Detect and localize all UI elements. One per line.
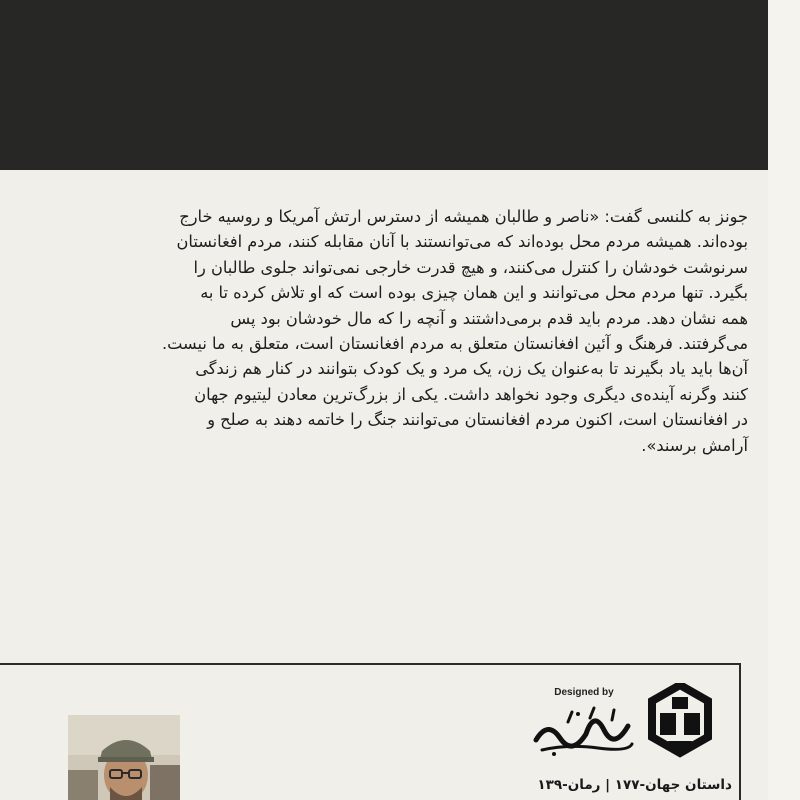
text-line: جونز به کلنسی گفت: «ناصر و طالبان همیشه از دسترس ارتش آمریکا و روسیه خارج — [179, 207, 748, 226]
text-line: بگیرد. تنها مردم محل می‌توانند و این همان چیزی بوده است که او تلاش کرده تا به — [200, 283, 748, 303]
cover-dark-band — [0, 0, 768, 170]
text-line: سرنوشت خودشان را کنترل می‌کنند، و هیچ قدرت خارجی نمی‌تواند جلوی طالبان را — [193, 257, 748, 277]
footer-divider-vertical — [739, 663, 741, 800]
spine-strip — [768, 0, 800, 800]
text-line: آن‌ها باید یاد بگیرند تا به‌عنوان یک زن، یک مرد و یک کودک بتوانند در کنار هم زندگی — [195, 359, 748, 379]
series-info: داستان جهان-۱۷۷ | رمان-۱۳۹ — [537, 777, 732, 793]
text-line: آرامش برسند». — [641, 435, 748, 455]
designed-by-label: Designed by — [554, 687, 614, 698]
text-line: کنند وگرنه آینده‌ی دیگری وجود نخواهد داشت. یکی از بزرگ‌ترین معادن لیتیوم جهان — [194, 384, 748, 404]
text-line: بوده‌اند. همیشه مردم محل بوده‌اند که می‌توانستند با آنان مقابله کنند، مردم افغانستان — [176, 232, 748, 252]
back-cover-text — [40, 204, 748, 458]
text-line: در افغانستان است، اکنون مردم افغانستان می‌توانند جنگ را خاتمه دهند به صلح و — [207, 410, 748, 430]
designer-signature-icon — [528, 700, 638, 760]
text-line: می‌گرفتند. فرهنگ و آئین افغانستان متعلق به مردم افغانستان است، متعلق به ما نیست. — [161, 334, 748, 354]
publisher-logo-icon — [648, 683, 712, 763]
footer-divider — [0, 663, 741, 665]
author-photo-icon — [68, 715, 180, 800]
text-line: همه نشان دهد. مردم باید قدم برمی‌داشتند و آنچه را که مال خودشان بود پس — [230, 308, 748, 328]
